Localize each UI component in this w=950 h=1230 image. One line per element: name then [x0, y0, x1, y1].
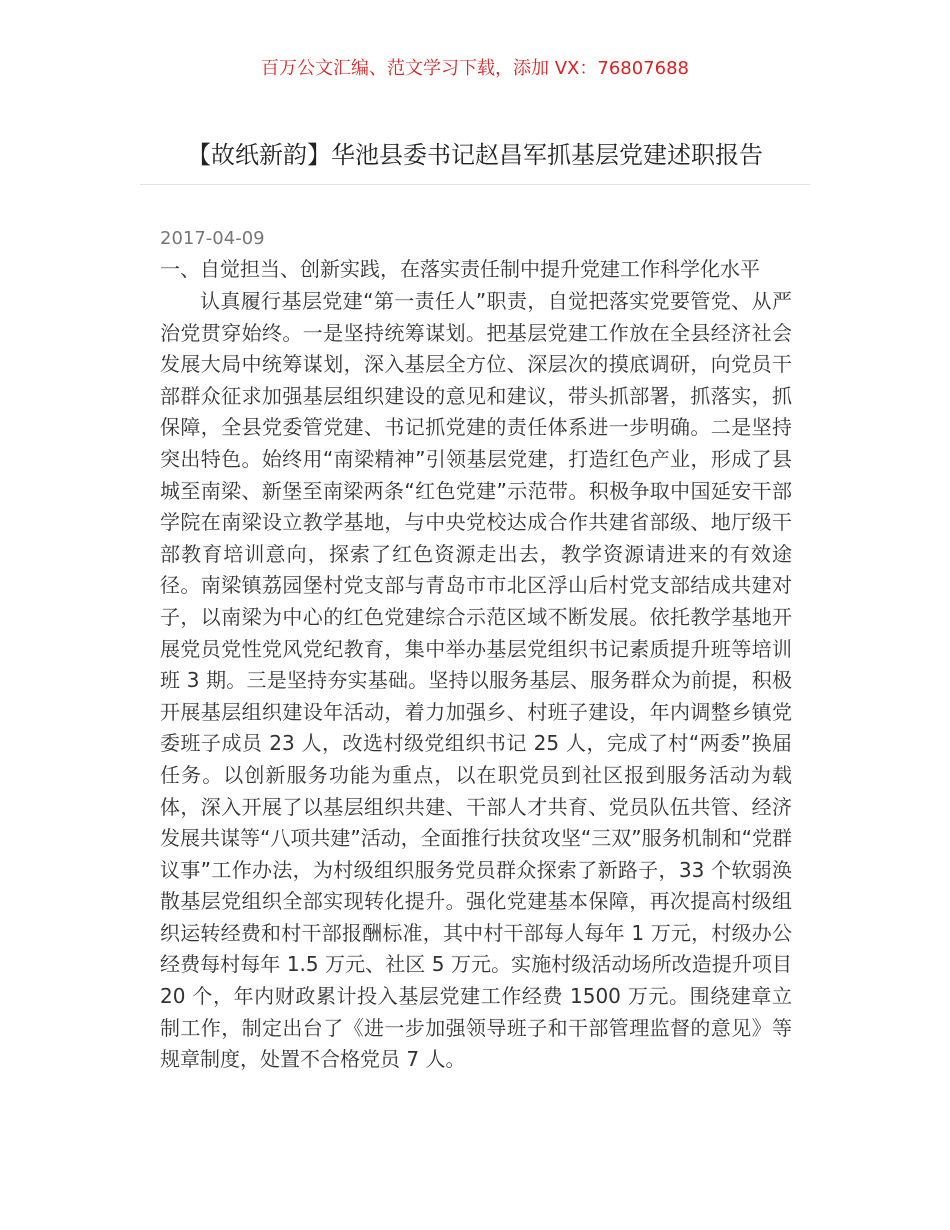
title-divider	[140, 184, 810, 185]
publish-date: 2017-04-09	[160, 228, 265, 249]
promo-banner: 百万公文汇编、范文学习下载，添加 VX：76807688	[261, 58, 689, 79]
section-heading: 一、自觉担当、创新实践，在落实责任制中提升党建工作科学化水平	[160, 257, 760, 281]
article-title: 【故纸新韵】华池县委书记赵昌军抓基层党建述职报告	[187, 141, 763, 169]
body-paragraph: 认真履行基层党建“第一责任人”职责，自觉把落实党要管党、从严治党贯穿始终。一是坚持统筹谋划。把基层党建工作放在全县经济社会发展大局中统筹谋划，深入基层全方位、深层次的摸底调研，向党员干部群众征求加强基层组织建设的意见和建议，带头抓部署，抓落实，抓保障，全县党委管党建、书记抓党建的责任体系进一步明确。二是坚持突出特色。始终用“南梁精神”引领基层党建，打造红色产业，形成了县城至南梁、新堡至南梁两条“红色党建”示范带。积极争取中国延安干部学院在南梁设立教学基地，与中央党校达成合作共建省部级、地厅级干部教育培训意向，探索了红色资源走出去，教学资源请进来的有效途径。南梁镇荔园堡村党支部与青岛市市北区浮山后村党支部结成共建对子，以南梁为中心的红色党建综合示范区域不断发展。依托教学基地开展党员党性党风党纪教育，集中举办基层党组织书记素质提升班等培训班 3 期。三是坚持夯实基础。坚持以服务基层、服务群众为前提，积极开展基层组织建设年活动，着力加强乡、村班子建设，年内调整乡镇党委班子成员 23 人，改选村级党组织书记 25 人，完成了村“两委”换届任务。以创新服务功能为重点，以在职党员到社区报到服务活动为载体，深入开展了以基层组织共建、干部人才共育、党员队伍共管、经济发展共谋等“八项共建”活动，全面推行扶贫攻坚“三双”服务机制和“党群议事”工作办法，为村级组织服务党员群众探索了新路子，33 个软弱涣散基层党组织全部实现转化提升。强化党建基本保障，再次提高村级组织运转经费和村干部报酬标准，其中村干部每人每年 1 万元，村级办公经费每村每年 1.5 万元、社区 5 万元。实施村级活动场所改造提升项目 20 个，年内财政累计投入基层党建工作经费 1500 万元。围绕建章立制工作，制定出台了《进一步加强领导班子和干部管理监督的意见》等规章制度，处置不合格党员 7 人。	[160, 289, 792, 1072]
